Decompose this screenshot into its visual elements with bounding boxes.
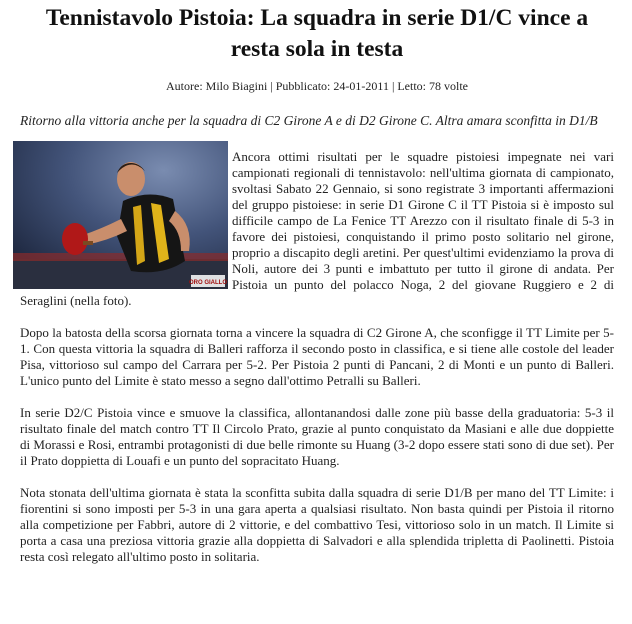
paragraph-2: Dopo la batosta della scorsa giornata torna a vincere la squadra di C2 Girone A, che sconfigge il TT Limite per 5-1. Con questa vittoria la squadra di Balleri rafforza il secondo posto in classifica, e si tiene alle costole del leader Pisa, vittorioso sul campo del Carrara per 5-2. Per Pistoia 2 punti di Pancani, 2 di Monti e un punto di Balleri. L'unico punto del Limite è stato messo a segno dall'ottimo Petralli su Balleri. [20, 325, 614, 388]
svg-text:ORO GIALLO: ORO GIALLO [189, 280, 227, 286]
paragraph-4: Nota stonata dell'ultima giornata è stata la sconfitta subita dalla squadra di serie D1/B per mano del TT Limite: i fiorentini si sono imposti per 5-3 in una gara aperta a qualsiasi risultato. Non basta quindi per Pistoia il ritorno alla competizione per Fabbri, autore di 2 vittorie, e del combattivo Tesi, vittorioso solo in un match. Il Limite si porta a casa una preziosa vittoria grazie alla doppietta di Salvadori e alla splendida tripletta di Paolinetti. Pistoia resta così relegato all'ultimo posto in solitaria. [20, 485, 614, 564]
article-lead: Ritorno alla vittoria anche per la squadra di C2 Girone A e di D2 Girone C. Altra amara sconfitta in D1/B [20, 113, 598, 128]
article-body [20, 129, 614, 565]
table-tennis-player-photo [13, 141, 228, 289]
paragraph-3: In serie D2/C Pistoia vince e smuove la classifica, allontanandosi dalle zone più basse della graduatoria: 5-3 il risultato finale del match contro TT Il Circolo Prato, grazie al punto conquistato da Masiani e alle due doppiette di Morassi e Rosi, entrambi protagonisti di due belle rimonte su Huang (3-2 dopo essere stati sono di due set). Per il Prato doppietta di Louafi e un punto del sopracitato Huang. [20, 405, 614, 468]
paragraph-1: Ancora ottimi risultati per le squadre pistoiesi impegnate nei vari campionati regionali di tennistavolo: nell'ultima giornata di campionato, svoltasi Sabato 22 Gennaio, si sono registrate 3 importanti affermazioni del gruppo pistoiese: in serie D1 Girone C il TT Pistoia si è imposto sul difficile campo de La Fenice TT Arezzo con il risultato finale di 5-3 in favore dei pistoiesi, conquistando il primo posto solitario nel girone, proprio a discapito degli aretini. Per quest'ultimi evidenziamo la prova di Noli, autore dei 3 punti e imbattuto per tutto il girone di andata. Per Pistoia un punto del polacco Noga, 2 del giovane Ruggiero e 2 di Seraglini (nella foto). [20, 149, 614, 308]
article-meta: Autore: Milo Biagini | Pubblicato: 24-01-2011 | Letto: 78 volte [166, 79, 468, 93]
article [20, 0, 614, 581]
article-title: Tennistavolo Pistoia: La squadra in serie D1/C vince a resta sola in testa [45, 5, 589, 62]
